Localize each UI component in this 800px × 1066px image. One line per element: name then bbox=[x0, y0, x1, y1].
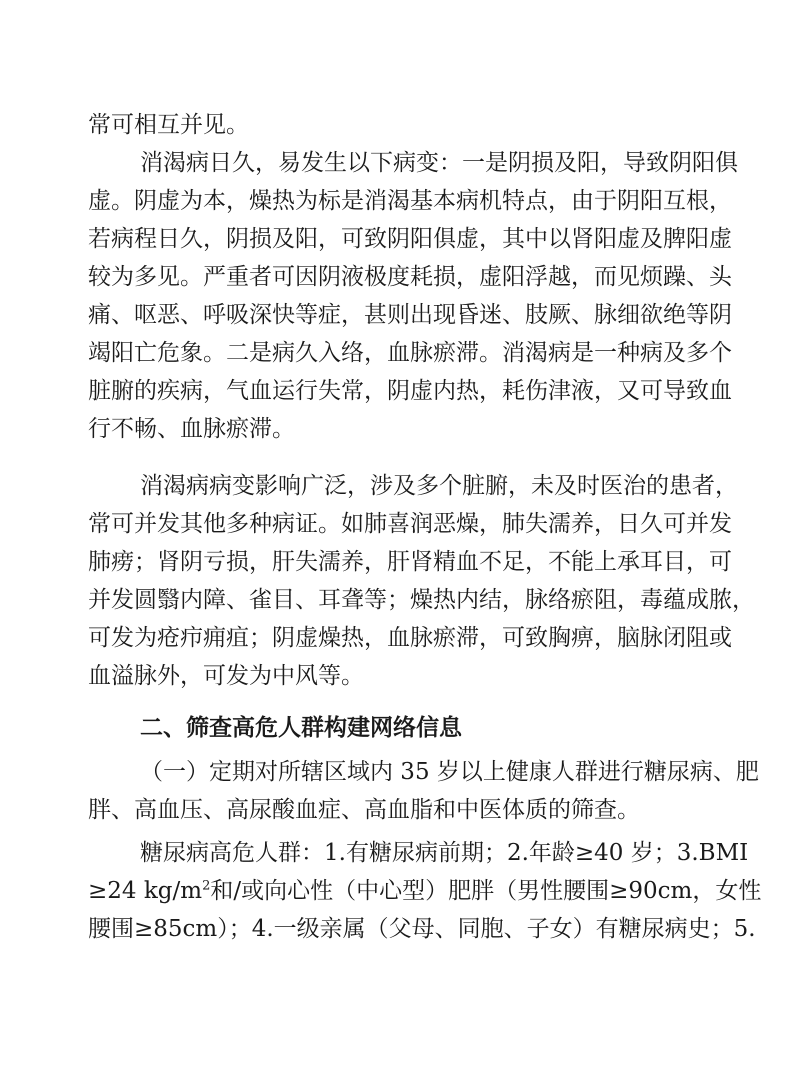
subsection-line: 胖、高血压、高尿酸血症、高血脂和中医体质的筛查。 bbox=[88, 797, 640, 823]
risk-line: 糖尿病高危人群：1.有糖尿病前期；2.年龄≥40 岁；3.BMI bbox=[140, 840, 749, 866]
risk-text-before: ≥24 kg/m bbox=[88, 878, 203, 904]
paragraph-line: 并发圆翳内障、雀目、耳聋等；燥热内结，脉络瘀阻，毒蕴成脓， bbox=[88, 587, 755, 613]
paragraph-line: 可发为疮疖痈疽；阴虚燥热，血脉瘀滞，可致胸痹，脑脉闭阻或 bbox=[88, 625, 732, 651]
paragraph-line: 血溢脉外，可发为中风等。 bbox=[88, 663, 364, 689]
risk-line-with-superscript bbox=[88, 876, 762, 906]
paragraph-line: 痛、呕恶、呼吸深快等症，甚则出现昏迷、肢厥、脉细欲绝等阴 bbox=[88, 302, 732, 328]
paragraph-line: 行不畅、血脉瘀滞。 bbox=[88, 416, 295, 442]
superscript: 2 bbox=[202, 878, 211, 894]
section-heading: 二、筛查高危人群构建网络信息 bbox=[140, 715, 462, 741]
paragraph-line: 脏腑的疾病，气血运行失常，阴虚内热，耗伤津液，又可导致血 bbox=[88, 378, 732, 404]
paragraph-line: 常可并发其他多种病证。如肺喜润恶燥，肺失濡养，日久可并发 bbox=[88, 511, 732, 537]
subsection-line: （一）定期对所辖区域内 35 岁以上健康人群进行糖尿病、肥 bbox=[140, 759, 759, 785]
paragraph-line: 若病程日久，阴损及阳，可致阴阳俱虚，其中以肾阳虚及脾阳虚 bbox=[88, 226, 732, 252]
risk-text-after: 和/或向心性（中心型）肥胖（男性腰围≥90cm，女性 bbox=[210, 878, 762, 904]
paragraph-line: 消渴病病变影响广泛，涉及多个脏腑，未及时医治的患者， bbox=[140, 473, 738, 499]
paragraph-line: 消渴病日久，易发生以下病变：一是阴损及阳，导致阴阳俱 bbox=[140, 150, 738, 176]
risk-line: 腰围≥85cm）；4.一级亲属（父母、同胞、子女）有糖尿病史；5. bbox=[88, 916, 756, 942]
paragraph-line: 竭阳亡危象。二是病久入络，血脉瘀滞。消渴病是一种病及多个 bbox=[88, 340, 732, 366]
paragraph-line: 虚。阴虚为本，燥热为标是消渴基本病机特点，由于阴阳互根， bbox=[88, 188, 732, 214]
paragraph-line: 较为多见。严重者可因阴液极度耗损，虚阳浮越，而见烦躁、头 bbox=[88, 264, 732, 290]
paragraph-line: 常可相互并见。 bbox=[88, 112, 249, 138]
paragraph-line: 肺痨；肾阴亏损，肝失濡养，肝肾精血不足，不能上承耳目，可 bbox=[88, 549, 732, 575]
